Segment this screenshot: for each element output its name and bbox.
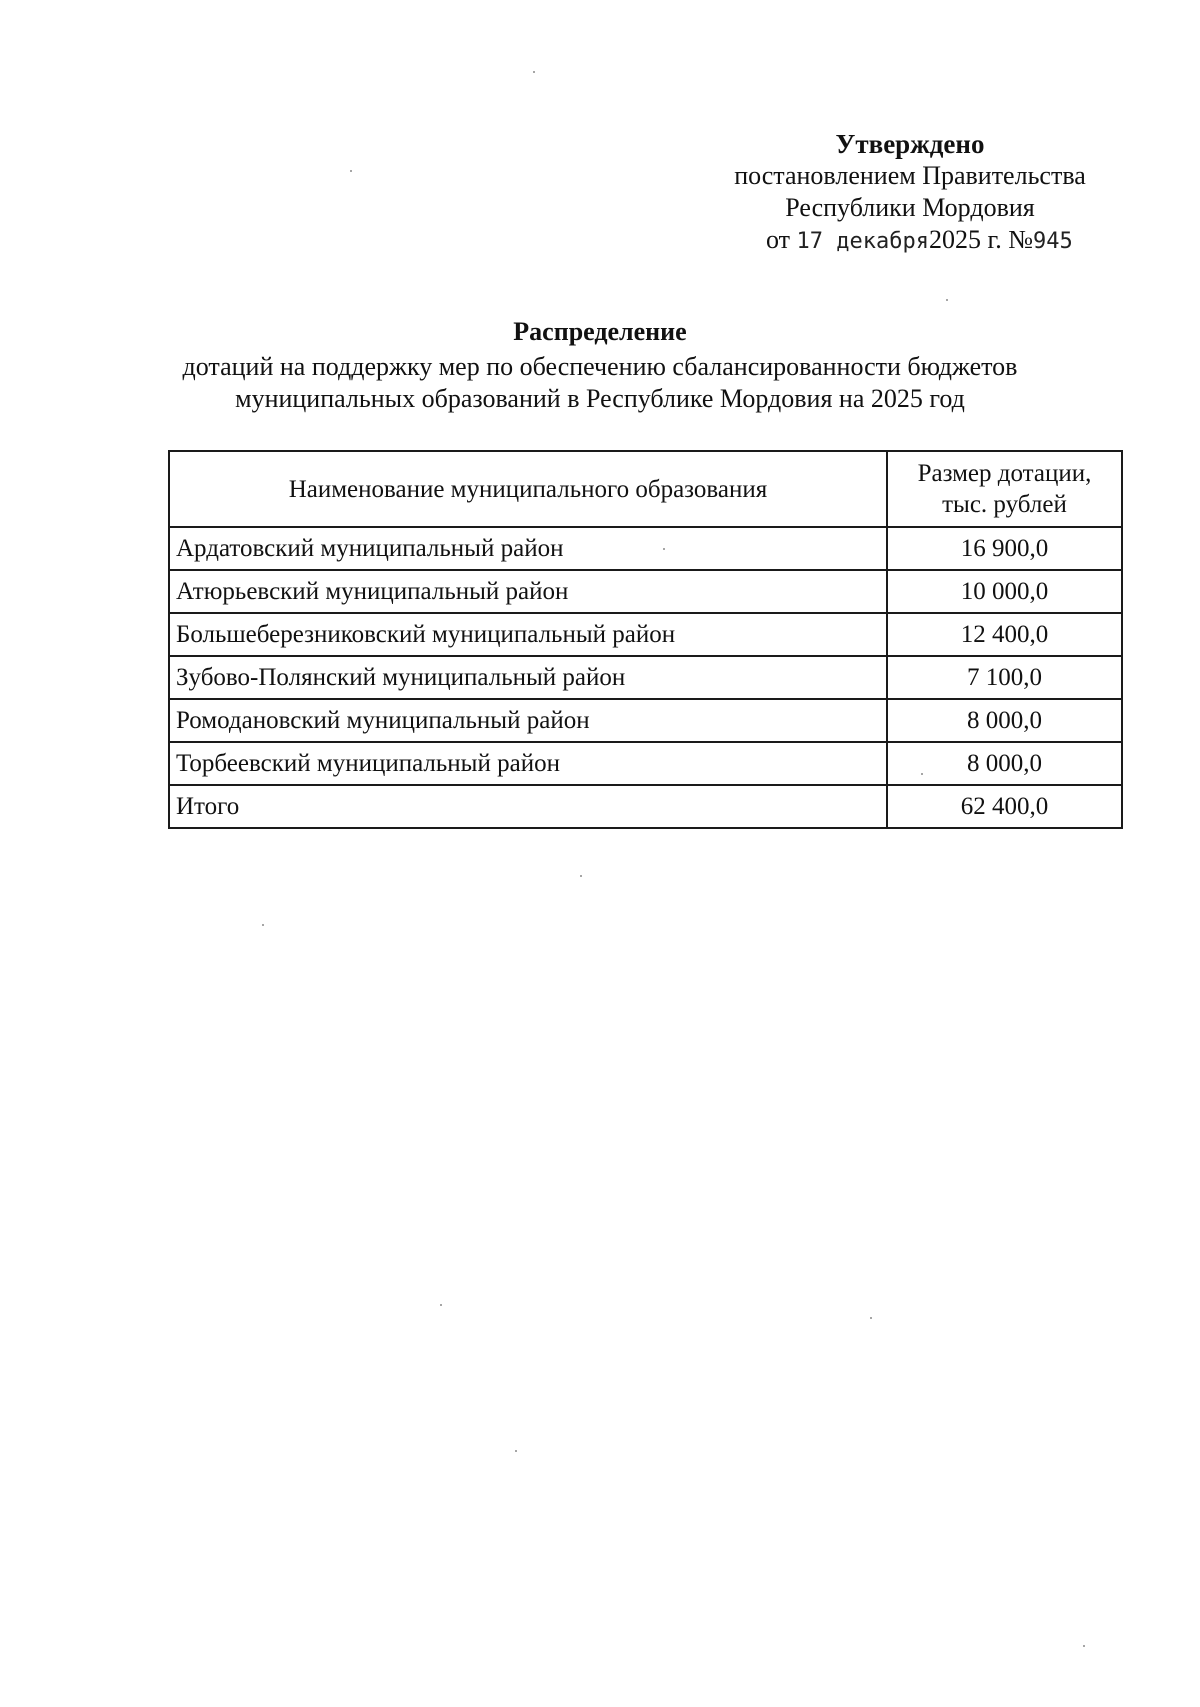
approval-issuer-line: постановлением Правительства: [734, 161, 1086, 190]
table-row: [169, 656, 1122, 699]
table-row: [169, 742, 1122, 785]
table-header-row: [169, 451, 1122, 527]
header-name: Наименование муниципального образования: [169, 451, 887, 527]
approval-from-label: от: [766, 225, 791, 254]
row-amount: 8 000,0: [887, 699, 1122, 742]
row-amount: 10 000,0: [887, 570, 1122, 613]
row-name: Торбеевский муниципальный район: [169, 742, 887, 785]
scan-speck: [515, 1450, 517, 1452]
scan-speck: [350, 170, 352, 172]
scan-speck: [580, 875, 582, 877]
row-name: Атюрьевский муниципальный район: [169, 570, 887, 613]
document-subtitle: [150, 351, 1050, 415]
total-amount: 62 400,0: [887, 785, 1122, 828]
row-name: Ромодановский муниципальный район: [169, 699, 887, 742]
row-name: Большеберезниковский муниципальный район: [169, 613, 887, 656]
approved-label: Утверждено: [835, 129, 985, 159]
approval-date-line: [700, 224, 1120, 258]
scan-speck: [440, 1304, 442, 1306]
scan-speck: [921, 773, 923, 775]
row-amount: 7 100,0: [887, 656, 1122, 699]
header-amount-line-1: Размер дотации,: [917, 460, 1092, 487]
document-title: Распределение: [513, 317, 687, 346]
approval-date-value: 17 декабря: [796, 229, 929, 254]
total-label: Итого: [169, 785, 887, 828]
table-row: [169, 527, 1122, 570]
header-amount-line-2: тыс. рублей: [942, 491, 1067, 518]
approval-year-label: 2025 г. №: [928, 225, 1034, 254]
row-name: Ардатовский муниципальный район: [169, 527, 887, 570]
document-subtitle-line-1: дотаций на поддержку мер по обеспечению сбалансированности бюджетов: [182, 352, 1018, 381]
scan-speck: [262, 924, 264, 926]
table-row: [169, 570, 1122, 613]
scan-speck: [946, 299, 948, 301]
header-amount: [887, 451, 1122, 527]
row-amount: 12 400,0: [887, 613, 1122, 656]
row-name: Зубово-Полянский муниципальный район: [169, 656, 887, 699]
scan-speck: [870, 1317, 872, 1319]
scan-speck: [663, 548, 665, 550]
row-amount: 16 900,0: [887, 527, 1122, 570]
table-row: [169, 699, 1122, 742]
scan-speck: [533, 71, 535, 73]
row-amount: 8 000,0: [887, 742, 1122, 785]
distribution-table: [168, 450, 1123, 829]
approval-block: [700, 128, 1120, 258]
table-row: [169, 613, 1122, 656]
scan-speck: [1083, 1645, 1085, 1647]
approval-number-value: 945: [1033, 229, 1073, 254]
table-total-row: [169, 785, 1122, 828]
approval-republic-line: Республики Мордовия: [785, 193, 1035, 222]
document-subtitle-line-2: муниципальных образований в Республике Мордовия на 2025 год: [235, 384, 965, 413]
